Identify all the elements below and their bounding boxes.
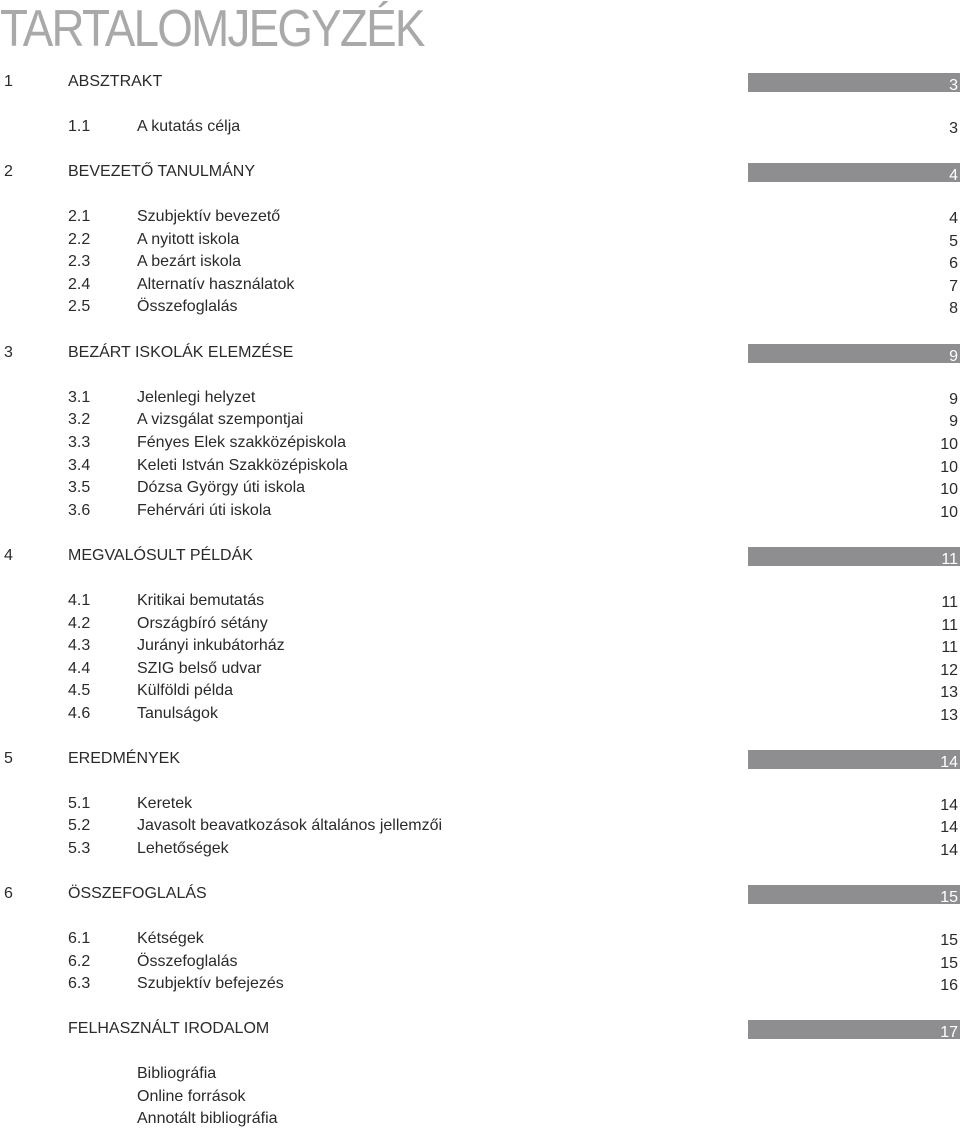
toc-reference-row[interactable] [0,1108,960,1130]
toc-chapter-row[interactable] [0,161,960,183]
toc-section-row[interactable] [0,928,960,950]
toc-reference-row[interactable] [0,1063,960,1085]
toc-section-row[interactable] [0,793,960,815]
toc-page-number: 17 [940,1024,958,1041]
toc-entry-number: 2.3 [68,253,91,270]
toc-entry-label: Szubjektív befejezés [137,975,284,992]
toc-chapter-row[interactable] [0,748,960,770]
toc-entry-label: Online források [137,1088,246,1105]
toc-section-row[interactable] [0,116,960,138]
toc-entry-label: Külföldi példa [137,682,234,699]
toc-section-row[interactable] [0,432,960,454]
toc-section-row[interactable] [0,613,960,635]
toc-page-number: 9 [949,348,958,365]
toc-entry-number: 4.4 [68,660,91,677]
toc-section-row[interactable] [0,815,960,837]
toc-entry-number: 2.2 [68,231,91,248]
page-title: TARTALOMJEGYZÉK [0,0,424,58]
toc-entry-number: 6.1 [68,930,91,947]
toc-entry-label: Bibliográfia [137,1065,217,1082]
toc-entry-label: MEGVALÓSULT PÉLDÁK [68,547,253,564]
toc-entry-label: Összefoglalás [137,298,238,315]
toc-entry-number: 5 [4,750,13,767]
toc-section-row[interactable] [0,477,960,499]
toc-entry-number: 5.1 [68,795,91,812]
toc-page-number: 16 [940,977,958,994]
toc-page-number: 15 [940,955,958,972]
toc-entry-label: A nyitott iskola [137,231,240,248]
toc-page-number: 14 [940,797,958,814]
toc-section-row[interactable] [0,590,960,612]
toc-entry-number: 3 [4,344,13,361]
toc-entry-label: ABSZTRAKT [68,73,163,90]
toc-section-row[interactable] [0,680,960,702]
toc-entry-label: Tanulságok [137,705,218,722]
toc-entry-label: FELHASZNÁLT IRODALOM [68,1020,270,1037]
toc-page-number: 11 [941,594,958,611]
toc-page-number: 3 [949,120,958,137]
toc-entry-number: 4.1 [68,592,91,609]
toc-entry-label: Kétségek [137,930,204,947]
toc-entry-number: 4.2 [68,615,91,632]
toc-page-number: 11 [941,551,958,568]
toc-entry-label: Országbíró sétány [137,615,268,632]
toc-entry-label: BEVEZETŐ TANULMÁNY [68,163,255,180]
toc-page-number: 7 [949,278,958,295]
toc-chapter-row[interactable] [0,342,960,364]
toc-entry-number: 6 [4,885,13,902]
toc-section-row[interactable] [0,973,960,995]
toc-page-number: 10 [940,504,958,521]
toc-entry-number: 2 [4,163,13,180]
toc-entry-label: Jurányi inkubátorház [137,637,285,654]
toc-entry-label: BEZÁRT ISKOLÁK ELEMZÉSE [68,344,294,361]
toc-page-number: 4 [949,210,958,227]
toc-page-number: 13 [940,707,958,724]
toc-entry-label: Keretek [137,795,193,812]
toc-entry-number: 2.5 [68,298,91,315]
toc-page-number: 8 [949,300,958,317]
toc-entry-number: 2.4 [68,276,91,293]
toc-page-number: 15 [940,889,958,906]
toc-chapter-row[interactable] [0,71,960,93]
toc-page-number: 10 [940,459,958,476]
toc-entry-number: 2.1 [68,208,91,225]
toc-chapter-row[interactable] [0,545,960,567]
toc-entry-number: 4 [4,547,13,564]
toc-entry-number: 3.2 [68,411,91,428]
toc-section-row[interactable] [0,296,960,318]
toc-page-number: 11 [941,639,958,656]
toc-page-number: 9 [949,391,958,408]
toc-section-row[interactable] [0,703,960,725]
toc-page-number: 14 [940,754,958,771]
toc-section-row[interactable] [0,635,960,657]
toc-entry-number: 3.5 [68,479,91,496]
toc-section-row[interactable] [0,387,960,409]
toc-entry-label: A kutatás célja [137,118,241,135]
toc-page-number: 9 [949,413,958,430]
chapter-page-bar [748,1020,960,1039]
toc-page-number: 13 [940,684,958,701]
toc-entry-label: A bezárt iskola [137,253,242,270]
chapter-page-bar [748,547,960,566]
toc-entry-label: ÖSSZEFOGLALÁS [68,885,207,902]
toc-page-number: 12 [940,662,958,679]
toc-section-row[interactable] [0,658,960,680]
chapter-page-bar [748,73,960,92]
toc-entry-number: 6.2 [68,953,91,970]
toc-page-number: 3 [949,77,958,94]
toc-entry-label: Javasolt beavatkozások általános jellemzői [137,817,443,834]
toc-page-number: 4 [949,167,958,184]
toc-section-row[interactable] [0,838,960,860]
toc-entry-number: 3.6 [68,502,91,519]
toc-entry-label: Alternatív használatok [137,276,295,293]
toc-entry-number: 3.1 [68,389,91,406]
toc-reference-row[interactable] [0,1086,960,1108]
toc-entry-number: 1 [4,73,13,90]
chapter-page-bar [748,885,960,904]
chapter-page-bar [748,163,960,182]
toc-page-number: 14 [940,819,958,836]
toc-entry-number: 3.4 [68,457,91,474]
toc-page-number: 15 [940,932,958,949]
toc-section-row[interactable] [0,274,960,296]
toc-entry-label: EREDMÉNYEK [68,750,181,767]
toc-entry-label: Összefoglalás [137,953,238,970]
chapter-page-bar [748,750,960,769]
toc-entry-label: Dózsa György úti iskola [137,479,306,496]
toc-page-number: 14 [940,842,958,859]
toc-section-row[interactable] [0,251,960,273]
toc-page-number: 6 [949,255,958,272]
toc-entry-number: 4.5 [68,682,91,699]
toc-entry-number: 5.2 [68,817,91,834]
toc-chapter-row[interactable] [0,883,960,905]
toc-page-number: 11 [941,617,958,634]
toc-entry-label: A vizsgálat szempontjai [137,411,304,428]
toc-entry-label: Szubjektív bevezető [137,208,281,225]
toc-section-row[interactable] [0,951,960,973]
toc-entry-label: Jelenlegi helyzet [137,389,256,406]
toc-section-row[interactable] [0,206,960,228]
toc-page-number: 10 [940,436,958,453]
toc-chapter-row[interactable] [0,1018,960,1040]
toc-entry-label: SZIG belső udvar [137,660,262,677]
toc-entry-label: Kritikai bemutatás [137,592,265,609]
toc-page-number: 5 [949,233,958,250]
toc-entry-number: 1.1 [68,118,91,135]
toc-entry-number: 4.6 [68,705,91,722]
toc-entry-label: Keleti István Szakközépiskola [137,457,348,474]
toc-section-row[interactable] [0,409,960,431]
toc-entry-label: Fehérvári úti iskola [137,502,272,519]
toc-entry-number: 6.3 [68,975,91,992]
toc-entry-number: 5.3 [68,840,91,857]
toc-entry-label: Lehetőségek [137,840,229,857]
toc-entry-label: Annotált bibliográfia [137,1110,278,1127]
toc-entry-number: 3.3 [68,434,91,451]
toc-section-row[interactable] [0,500,960,522]
toc-entry-number: 4.3 [68,637,91,654]
toc-entry-label: Fényes Elek szakközépiskola [137,434,346,451]
chapter-page-bar [748,344,960,363]
toc-page-number: 10 [940,481,958,498]
toc-section-row[interactable] [0,455,960,477]
toc-section-row[interactable] [0,229,960,251]
